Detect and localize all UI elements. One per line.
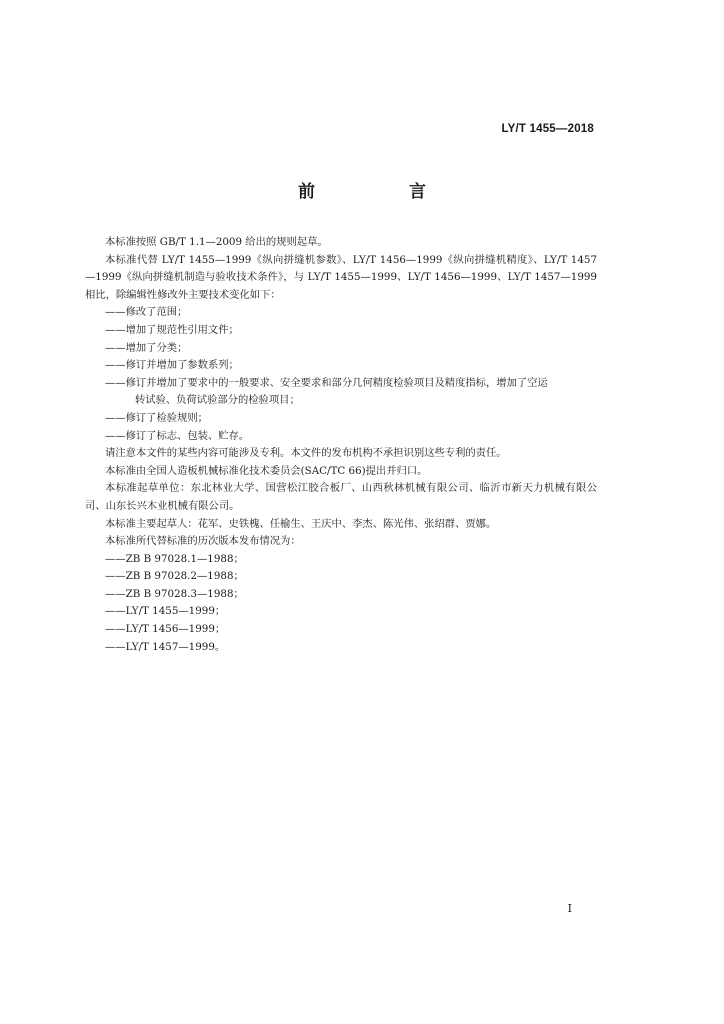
paragraph-drafting-rules: 本标准按照 GB/T 1.1—2009 给出的规则起草。 xyxy=(105,236,328,248)
history-item: ——LY/T 1456—1999； xyxy=(105,623,226,636)
paragraph-drafting-units: 本标准起草单位：东北林业大学、国营松江胶合板厂、山西秋林机械有限公司、临沂市新天力机械有限公司、山东长兴木业机械有限公司。 xyxy=(85,482,597,512)
paragraph-replacement: 本标准代替 LY/T 1455—1999《纵向拼缝机参数》、LY/T 1456—1999《纵向拼缝机精度》、LY/T 1457—1999《纵向拼缝机制造与验收技术条件》，与 LY/T 1455—1999、LY/T 1456—1999、LY/T 1457—1999 相比，除编辑性修改外主要技术变化如下： xyxy=(85,253,597,301)
change-item: ——修订了标志、包装、贮存。 xyxy=(105,429,250,442)
standard-code: LY/T 1455—2018 xyxy=(501,123,594,135)
change-item: ——增加了规范性引用文件； xyxy=(105,323,239,336)
change-item-line: ——修订并增加了要求中的一般要求、安全要求和部分几何精度检验项目及精度指标，增加了空运 xyxy=(105,376,548,389)
foreword-body xyxy=(85,234,597,656)
change-item: ——增加了分类； xyxy=(105,341,188,354)
change-item: ——修订了检验规则； xyxy=(105,411,208,424)
paragraph-committee: 本标准由全国人造板机械标准化技术委员会(SAC/TC 66)提出并归口。 xyxy=(105,464,428,477)
change-item-line-continued: 转试验、负荷试验部分的检验项目； xyxy=(135,394,300,407)
change-item: ——修改了范围； xyxy=(105,306,188,319)
page-number: I xyxy=(567,902,572,915)
history-item: ——ZB B 97028.2—1988； xyxy=(105,570,244,583)
paragraph-history-intro: 本标准所代替标准的历次版本发布情况为： xyxy=(105,535,301,548)
history-item: ——LY/T 1455—1999； xyxy=(105,605,226,618)
paragraph-drafters: 本标准主要起草人：花军、史铁槐、任榆生、王庆中、李杰、陈光伟、张绍群、贾娜。 xyxy=(105,517,497,530)
change-item-requirements xyxy=(85,375,597,410)
change-item: ——修订并增加了参数系列； xyxy=(105,359,239,372)
paragraph-patent-notice: 请注意本文件的某些内容可能涉及专利。本文件的发布机构不承担识别这些专利的责任。 xyxy=(105,447,507,460)
history-item: ——LY/T 1457—1999。 xyxy=(105,640,226,653)
history-item: ——ZB B 97028.3—1988； xyxy=(105,587,244,600)
history-item: ——ZB B 97028.1—1988； xyxy=(105,552,244,565)
foreword-heading: 前 言 xyxy=(298,182,470,202)
